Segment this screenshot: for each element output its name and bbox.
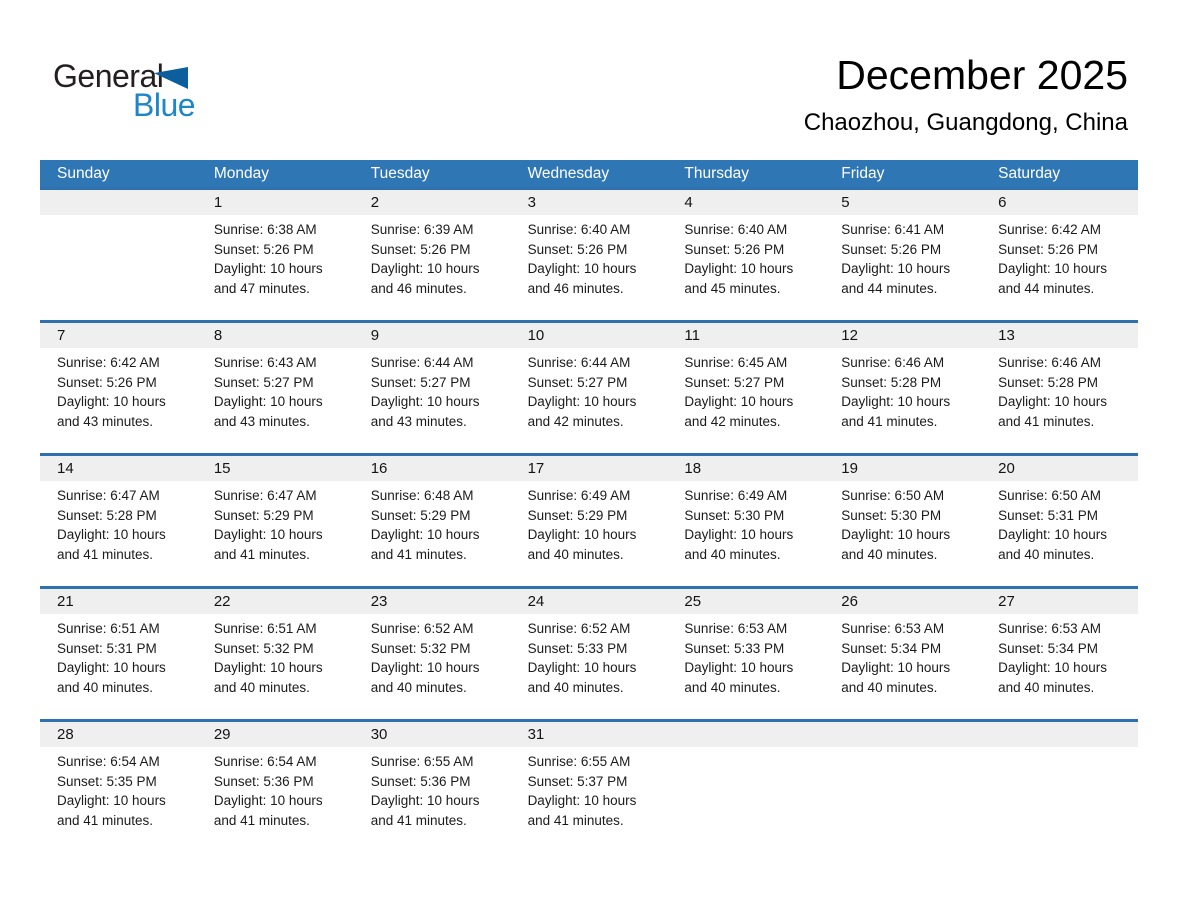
day-of-week-monday: Monday — [213, 165, 269, 182]
sunset-text: Sunset: 5:32 PM — [213, 640, 314, 656]
day-info — [684, 619, 808, 697]
day-info — [684, 353, 808, 431]
sunrise-text: Sunrise: 6:43 AM — [213, 355, 317, 370]
day-info — [841, 353, 965, 431]
calendar-day-cell — [197, 589, 354, 719]
day-info — [371, 752, 495, 830]
week-row — [40, 586, 1138, 719]
daylight-text: Daylight: 10 hours and 40 minutes. — [370, 660, 480, 695]
day-info — [57, 486, 181, 564]
daylight-text: Daylight: 10 hours and 41 minutes. — [370, 527, 480, 562]
empty-day-cell — [40, 190, 197, 320]
sunset-text: Sunset: 5:26 PM — [213, 241, 314, 257]
sunrise-text: Sunrise: 6:53 AM — [684, 621, 788, 636]
day-info — [528, 752, 652, 830]
day-number: 27 — [998, 593, 1015, 610]
page-title: December 2025 — [836, 52, 1128, 98]
sunrise-text: Sunrise: 6:50 AM — [998, 488, 1101, 503]
sunrise-text: Sunrise: 6:51 AM — [213, 621, 317, 636]
general-blue-logo — [53, 60, 213, 122]
day-number: 12 — [841, 327, 858, 344]
daylight-text: Daylight: 10 hours and 40 minutes. — [684, 660, 794, 695]
day-info — [998, 486, 1122, 564]
day-info — [528, 220, 652, 298]
sunrise-text: Sunrise: 6:53 AM — [998, 621, 1101, 636]
sunset-text: Sunset: 5:34 PM — [998, 640, 1098, 656]
sunset-text: Sunset: 5:30 PM — [841, 507, 942, 523]
daylight-text: Daylight: 10 hours and 41 minutes. — [57, 793, 166, 828]
calendar-day-cell — [667, 589, 824, 719]
week-row — [40, 187, 1138, 320]
day-number: 30 — [370, 726, 388, 743]
day-info — [998, 220, 1122, 298]
day-of-week-wednesday: Wednesday — [527, 165, 610, 182]
sunrise-text: Sunrise: 6:42 AM — [57, 355, 160, 370]
sunset-text: Sunset: 5:26 PM — [998, 241, 1098, 257]
sunset-text: Sunset: 5:31 PM — [998, 507, 1098, 523]
calendar-day-cell — [981, 456, 1138, 586]
logo-blue-text: Blue — [133, 87, 196, 123]
sunset-text: Sunset: 5:26 PM — [370, 241, 471, 257]
day-info — [998, 353, 1122, 431]
empty-day-cell — [667, 722, 824, 852]
day-info — [684, 486, 808, 564]
calendar-weeks — [40, 187, 1138, 852]
sunset-text: Sunset: 5:35 PM — [57, 773, 157, 789]
sunrise-text: Sunrise: 6:45 AM — [684, 355, 788, 370]
sunset-text: Sunset: 5:33 PM — [527, 640, 628, 656]
calendar-day-cell — [354, 722, 511, 852]
day-number: 25 — [684, 593, 702, 610]
empty-day-cell — [981, 722, 1138, 852]
sunrise-text: Sunrise: 6:48 AM — [370, 488, 474, 503]
day-number: 9 — [370, 327, 380, 344]
daylight-text: Daylight: 10 hours and 41 minutes. — [57, 527, 166, 562]
daylight-text: Daylight: 10 hours and 40 minutes. — [841, 527, 951, 562]
sunrise-text: Sunrise: 6:40 AM — [527, 222, 631, 237]
sunset-text: Sunset: 5:36 PM — [370, 773, 471, 789]
calendar-day-cell — [981, 589, 1138, 719]
sunrise-text: Sunrise: 6:40 AM — [684, 222, 788, 237]
day-info — [841, 486, 965, 564]
calendar-day-cell — [511, 456, 668, 586]
daylight-text: Daylight: 10 hours and 46 minutes. — [527, 261, 637, 296]
daylight-text: Daylight: 10 hours and 40 minutes. — [527, 660, 637, 695]
calendar-day-cell — [511, 589, 668, 719]
day-number: 8 — [213, 327, 223, 344]
daylight-text: Daylight: 10 hours and 41 minutes. — [527, 793, 637, 828]
week-row — [40, 320, 1138, 453]
daylight-text: Daylight: 10 hours and 47 minutes. — [213, 261, 323, 296]
day-number: 21 — [57, 593, 74, 610]
daylight-text: Daylight: 10 hours and 41 minutes. — [841, 394, 951, 429]
calendar-day-cell — [354, 456, 511, 586]
sunrise-text: Sunrise: 6:54 AM — [213, 754, 317, 769]
sunrise-text: Sunrise: 6:54 AM — [57, 754, 160, 769]
daylight-text: Daylight: 10 hours and 40 minutes. — [57, 660, 166, 695]
day-number: 13 — [998, 327, 1015, 344]
sunrise-text: Sunrise: 6:52 AM — [370, 621, 474, 636]
daylight-text: Daylight: 10 hours and 43 minutes. — [213, 394, 323, 429]
day-info — [57, 353, 181, 431]
daylight-text: Daylight: 10 hours and 46 minutes. — [370, 261, 480, 296]
day-number: 16 — [370, 460, 388, 477]
sunset-text: Sunset: 5:34 PM — [841, 640, 942, 656]
day-number: 6 — [998, 194, 1007, 211]
day-info — [528, 353, 652, 431]
calendar-day-cell — [197, 190, 354, 320]
empty-day-cell — [824, 722, 981, 852]
calendar-day-cell — [824, 323, 981, 453]
day-of-week-sunday: Sunday — [57, 165, 110, 182]
daylight-text: Daylight: 10 hours and 41 minutes. — [213, 793, 323, 828]
day-number: 19 — [841, 460, 858, 477]
calendar-day-cell — [354, 190, 511, 320]
sunset-text: Sunset: 5:26 PM — [684, 241, 785, 257]
day-of-week-tuesday: Tuesday — [370, 165, 430, 182]
day-info — [57, 619, 181, 697]
sunset-text: Sunset: 5:28 PM — [57, 507, 157, 523]
calendar-day-cell — [197, 456, 354, 586]
calendar-day-cell — [511, 722, 668, 852]
day-number: 20 — [998, 460, 1015, 477]
sunrise-text: Sunrise: 6:49 AM — [684, 488, 788, 503]
day-number: 14 — [57, 460, 74, 477]
day-number: 18 — [684, 460, 702, 477]
day-info — [371, 353, 495, 431]
daylight-text: Daylight: 10 hours and 41 minutes. — [213, 527, 323, 562]
day-of-week-saturday: Saturday — [998, 165, 1061, 182]
sunrise-text: Sunrise: 6:44 AM — [527, 355, 631, 370]
calendar-day-cell — [667, 456, 824, 586]
daylight-text: Daylight: 10 hours and 44 minutes. — [998, 261, 1107, 296]
calendar-day-cell — [354, 589, 511, 719]
sunset-text: Sunset: 5:32 PM — [370, 640, 471, 656]
sunset-text: Sunset: 5:28 PM — [841, 374, 942, 390]
sunrise-text: Sunrise: 6:50 AM — [841, 488, 945, 503]
calendar-day-cell — [824, 456, 981, 586]
day-info — [371, 619, 495, 697]
sunrise-text: Sunrise: 6:47 AM — [213, 488, 317, 503]
day-info — [528, 619, 652, 697]
calendar-day-cell — [197, 722, 354, 852]
sunset-text: Sunset: 5:36 PM — [213, 773, 314, 789]
sunset-text: Sunset: 5:28 PM — [998, 374, 1098, 390]
daylight-text: Daylight: 10 hours and 40 minutes. — [841, 660, 951, 695]
day-number: 24 — [527, 593, 545, 610]
day-info — [528, 486, 652, 564]
sunset-text: Sunset: 5:27 PM — [370, 374, 471, 390]
day-number: 15 — [213, 460, 231, 477]
day-of-week-thursday: Thursday — [684, 165, 750, 182]
sunset-text: Sunset: 5:26 PM — [841, 241, 942, 257]
sunset-text: Sunset: 5:29 PM — [213, 507, 314, 523]
day-number: 11 — [684, 327, 700, 344]
calendar-day-cell — [981, 190, 1138, 320]
sunrise-text: Sunrise: 6:44 AM — [370, 355, 474, 370]
sunrise-text: Sunrise: 6:38 AM — [213, 222, 317, 237]
sunrise-text: Sunrise: 6:42 AM — [998, 222, 1101, 237]
day-of-week-friday: Friday — [841, 165, 885, 182]
day-number: 2 — [370, 194, 380, 211]
daylight-text: Daylight: 10 hours and 40 minutes. — [527, 527, 637, 562]
day-number: 1 — [213, 194, 223, 211]
sunrise-text: Sunrise: 6:46 AM — [998, 355, 1101, 370]
sunset-text: Sunset: 5:33 PM — [684, 640, 785, 656]
week-row — [40, 719, 1138, 852]
sunset-text: Sunset: 5:26 PM — [527, 241, 628, 257]
daylight-text: Daylight: 10 hours and 43 minutes. — [370, 394, 480, 429]
calendar-day-cell — [40, 589, 197, 719]
calendar-day-cell — [667, 190, 824, 320]
sunset-text: Sunset: 5:26 PM — [57, 374, 157, 390]
daylight-text: Daylight: 10 hours and 44 minutes. — [841, 261, 951, 296]
sunset-text: Sunset: 5:27 PM — [684, 374, 785, 390]
day-number: 3 — [527, 194, 536, 211]
daylight-text: Daylight: 10 hours and 43 minutes. — [57, 394, 166, 429]
day-number: 22 — [213, 593, 231, 610]
sunrise-text: Sunrise: 6:52 AM — [527, 621, 631, 636]
page-subtitle: Chaozhou, Guangdong, China — [803, 109, 1128, 136]
day-info — [57, 752, 181, 830]
day-number: 29 — [213, 726, 231, 743]
day-info — [841, 220, 965, 298]
daylight-text: Daylight: 10 hours and 41 minutes. — [370, 793, 480, 828]
day-info — [684, 220, 808, 298]
daylight-text: Daylight: 10 hours and 42 minutes. — [684, 394, 794, 429]
daylight-text: Daylight: 10 hours and 40 minutes. — [684, 527, 794, 562]
day-number: 10 — [527, 327, 545, 344]
calendar-day-cell — [354, 323, 511, 453]
day-number: 17 — [527, 460, 545, 477]
daylight-text: Daylight: 10 hours and 41 minutes. — [998, 394, 1107, 429]
day-number: 31 — [527, 726, 545, 743]
sunrise-text: Sunrise: 6:46 AM — [841, 355, 945, 370]
sunrise-text: Sunrise: 6:41 AM — [841, 222, 945, 237]
calendar-table — [40, 160, 1138, 852]
day-info — [214, 353, 338, 431]
calendar-day-cell — [667, 323, 824, 453]
week-row — [40, 453, 1138, 586]
day-info — [214, 619, 338, 697]
calendar-day-cell — [824, 589, 981, 719]
sunrise-text: Sunrise: 6:47 AM — [57, 488, 160, 503]
sunrise-text: Sunrise: 6:55 AM — [370, 754, 474, 769]
day-number: 5 — [841, 194, 850, 211]
calendar-day-cell — [981, 323, 1138, 453]
sunrise-text: Sunrise: 6:53 AM — [841, 621, 945, 636]
calendar-day-cell — [511, 323, 668, 453]
day-number: 23 — [370, 593, 388, 610]
calendar-day-cell — [40, 323, 197, 453]
day-number: 7 — [57, 327, 66, 344]
day-info — [371, 486, 495, 564]
calendar-day-cell — [511, 190, 668, 320]
calendar-day-cell — [40, 722, 197, 852]
day-number: 4 — [684, 194, 693, 211]
sunset-text: Sunset: 5:30 PM — [684, 507, 785, 523]
day-info — [841, 619, 965, 697]
sunset-text: Sunset: 5:29 PM — [370, 507, 471, 523]
calendar-day-cell — [824, 190, 981, 320]
calendar-day-cell — [40, 456, 197, 586]
day-info — [214, 752, 338, 830]
day-of-week-header-row — [40, 160, 1138, 187]
day-info — [214, 220, 338, 298]
day-info — [214, 486, 338, 564]
daylight-text: Daylight: 10 hours and 45 minutes. — [684, 261, 794, 296]
title-block — [804, 52, 1128, 137]
sunset-text: Sunset: 5:29 PM — [527, 507, 628, 523]
sunrise-text: Sunrise: 6:49 AM — [527, 488, 631, 503]
logo-general-text: General — [53, 58, 164, 94]
sunset-text: Sunset: 5:27 PM — [527, 374, 628, 390]
sunset-text: Sunset: 5:31 PM — [57, 640, 157, 656]
daylight-text: Daylight: 10 hours and 40 minutes. — [998, 527, 1107, 562]
daylight-text: Daylight: 10 hours and 40 minutes. — [998, 660, 1107, 695]
sunrise-text: Sunrise: 6:39 AM — [370, 222, 474, 237]
day-number: 28 — [57, 726, 74, 743]
day-number: 26 — [841, 593, 858, 610]
calendar-day-cell — [197, 323, 354, 453]
sunrise-text: Sunrise: 6:55 AM — [527, 754, 631, 769]
sunrise-text: Sunrise: 6:51 AM — [57, 621, 160, 636]
sunset-text: Sunset: 5:37 PM — [527, 773, 628, 789]
daylight-text: Daylight: 10 hours and 42 minutes. — [527, 394, 637, 429]
day-info — [998, 619, 1122, 697]
daylight-text: Daylight: 10 hours and 40 minutes. — [213, 660, 323, 695]
sunset-text: Sunset: 5:27 PM — [213, 374, 314, 390]
day-info — [371, 220, 495, 298]
